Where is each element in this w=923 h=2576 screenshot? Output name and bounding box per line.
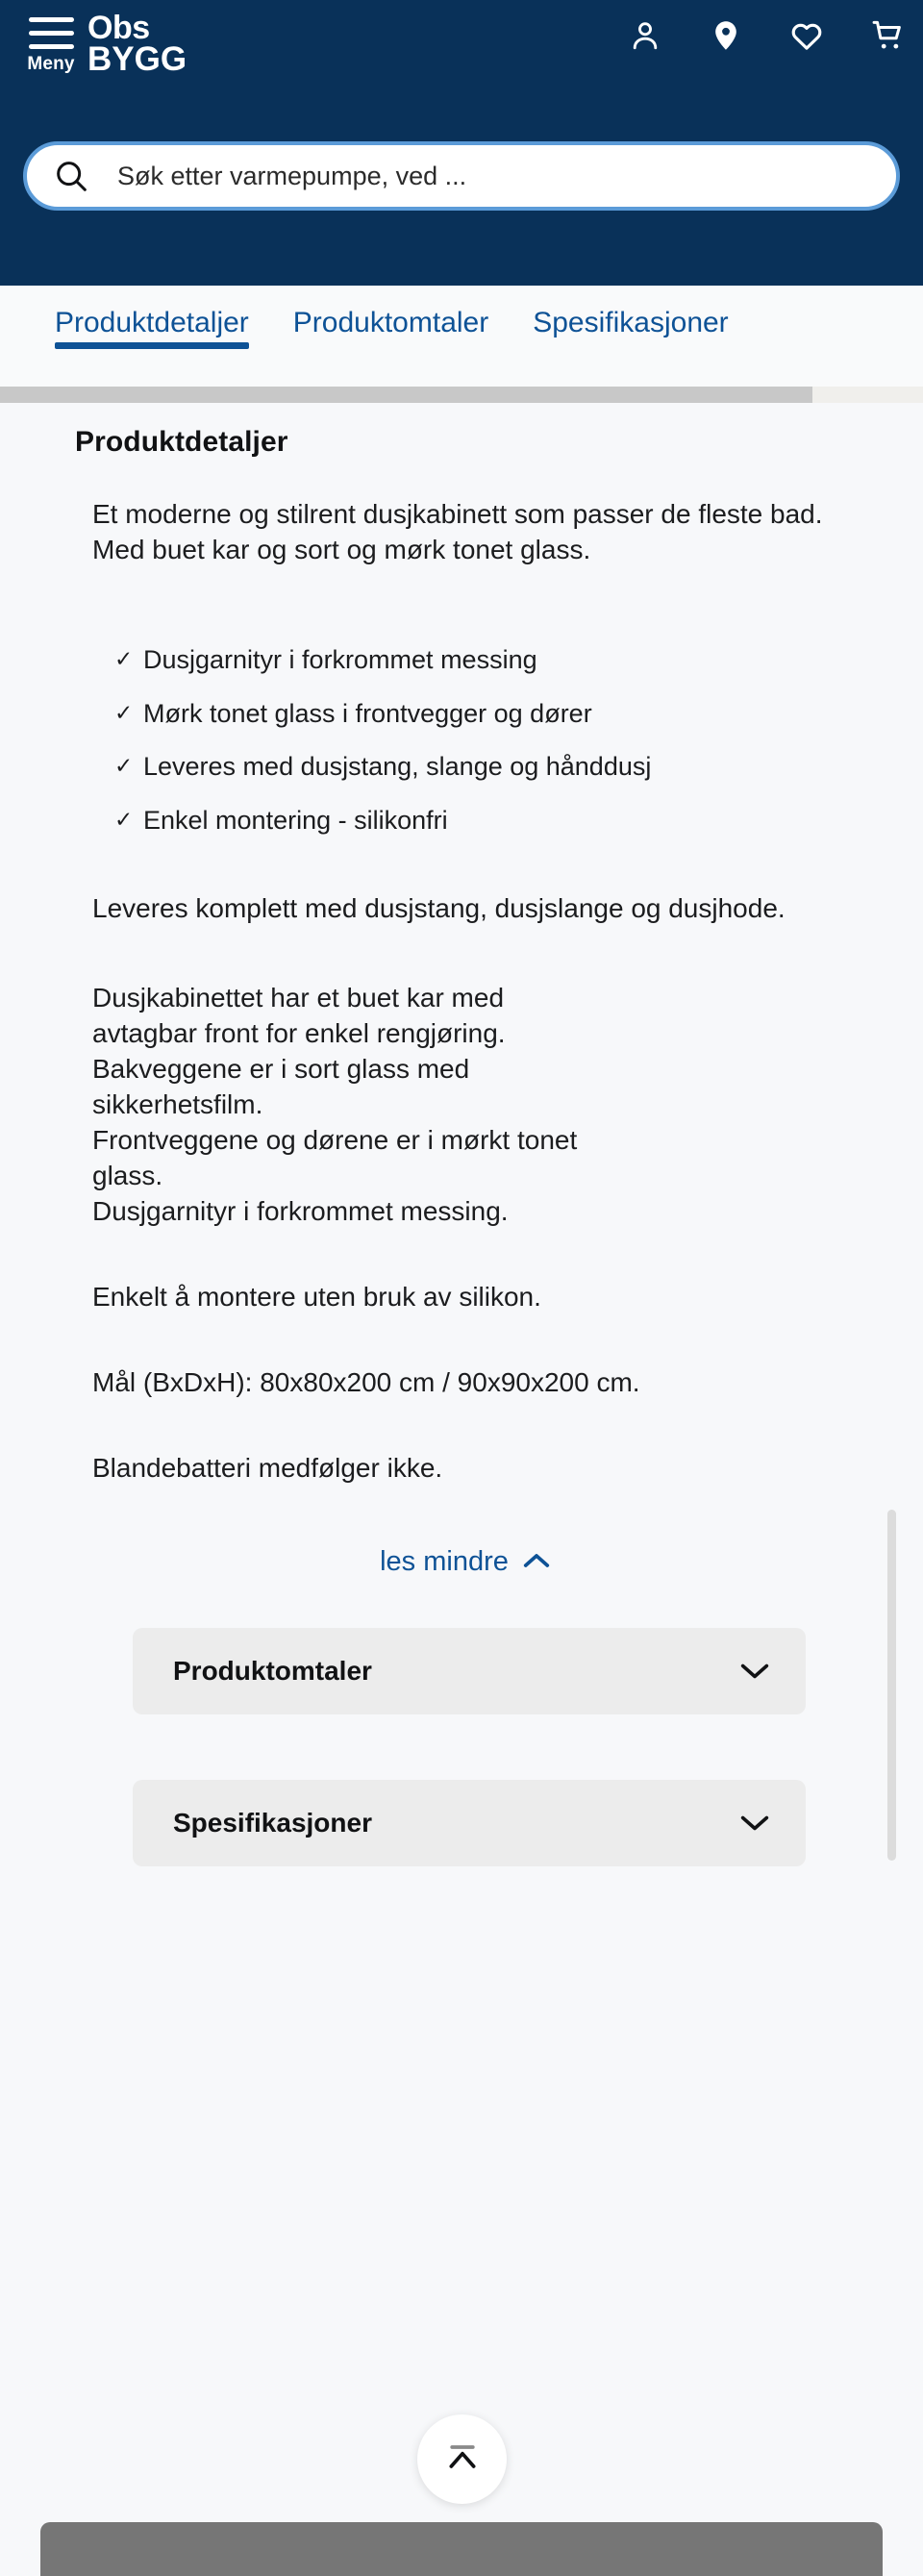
accordion-spesifikasjoner[interactable] <box>133 1780 806 1866</box>
delivery-paragraph: Leveres komplett med dusjstang, dusjslange og dusjhode. <box>92 893 786 924</box>
read-less-link[interactable] <box>380 1546 551 1578</box>
accordion-group <box>92 1628 846 1866</box>
tab-scroll-track[interactable] <box>0 387 923 403</box>
check-icon: ✓ <box>114 753 134 779</box>
check-icon: ✓ <box>114 645 134 671</box>
scroll-to-top-button[interactable] <box>417 2414 507 2504</box>
search-bar[interactable] <box>23 141 900 211</box>
cart-icon <box>869 17 906 54</box>
accordion-produktomtaler[interactable] <box>133 1628 806 1714</box>
header-top-row <box>0 0 923 130</box>
description-line: Dusjkabinettet har et buet kar med <box>92 983 505 1013</box>
hamburger-icon <box>29 17 74 49</box>
tab-list <box>0 286 923 349</box>
description-line: Frontveggene og dørene er i mørkt tonet <box>92 1125 578 1156</box>
accordion-label: Spesifikasjoner <box>173 1807 372 1838</box>
menu-button[interactable] <box>22 17 80 73</box>
page-title: Produktdetaljer <box>75 426 288 458</box>
logo-line-obs: Obs <box>87 10 150 46</box>
accordion-label: Produktomtaler <box>173 1655 372 1686</box>
search-input[interactable] <box>117 162 871 191</box>
mounting-paragraph: Enkelt å montere uten bruk av silikon. <box>92 1282 541 1313</box>
tab-produktdetaljer[interactable]: Produktdetaljer <box>55 307 249 349</box>
description-line: Bakveggene er i sort glass med <box>92 1054 470 1085</box>
product-tab-bar <box>0 286 923 387</box>
tab-produktomtaler[interactable]: Produktomtaler <box>292 307 489 338</box>
product-details-panel <box>0 403 923 1932</box>
account-button[interactable] <box>627 17 663 54</box>
description-line: glass. <box>92 1161 163 1191</box>
heart-icon <box>788 17 825 54</box>
logo-line-bygg: BYGG <box>87 40 187 79</box>
store-locator-button[interactable] <box>708 17 744 54</box>
tab-spesifikasjoner[interactable]: Spesifikasjoner <box>533 307 729 338</box>
menu-button-label: Meny <box>27 54 75 74</box>
read-less-row <box>92 1546 846 1578</box>
site-header <box>0 0 923 286</box>
list-item <box>114 643 787 678</box>
chevron-down-icon <box>738 1813 771 1834</box>
list-item <box>114 697 787 732</box>
bottom-sticky-bar[interactable] <box>40 2522 883 2576</box>
feature-text: Enkel montering - silikonfri <box>143 805 448 835</box>
tab-scroll-thumb[interactable] <box>0 387 812 403</box>
header-icon-group <box>627 17 906 54</box>
description-line: Dusjgarnityr i forkrommet messing. <box>92 1196 509 1227</box>
location-pin-icon <box>709 18 743 53</box>
check-icon: ✓ <box>114 806 134 832</box>
feature-text: Mørk tonet glass i frontvegger og dører <box>143 698 592 728</box>
obs-bygg-logo[interactable] <box>87 10 187 79</box>
feature-text: Dusjgarnityr i forkrommet messing <box>143 644 537 674</box>
favorites-button[interactable] <box>788 17 825 54</box>
cart-button[interactable] <box>869 17 906 54</box>
search-icon <box>52 157 90 195</box>
feature-text: Leveres med dusjstang, slange og hånddusj <box>143 752 652 782</box>
description-paragraph <box>92 981 833 1230</box>
list-item <box>114 750 787 785</box>
chevron-down-icon <box>738 1661 771 1682</box>
details-body <box>0 497 923 1866</box>
scroll-to-top-icon <box>443 2440 482 2478</box>
intro-paragraph: Et moderne og stilrent dusjkabinett som passer de fleste bad. Med buet kar og sort og mørk tonet glass. <box>92 499 823 564</box>
list-item <box>114 804 787 838</box>
chevron-up-icon <box>522 1546 551 1578</box>
feature-list <box>92 643 846 838</box>
description-line: sikkerhetsfilm. <box>92 1089 263 1120</box>
check-icon: ✓ <box>114 699 134 725</box>
dimensions-paragraph: Mål (BxDxH): 80x80x200 cm / 90x90x200 cm. <box>92 1366 640 1397</box>
page-scrollbar-thumb[interactable] <box>887 1510 896 1861</box>
user-icon <box>628 18 662 53</box>
mixer-paragraph: Blandebatteri medfølger ikke. <box>92 1452 443 1483</box>
read-less-label: les mindre <box>380 1545 509 1577</box>
description-line: avtagbar front for enkel rengjøring. <box>92 1018 506 1049</box>
